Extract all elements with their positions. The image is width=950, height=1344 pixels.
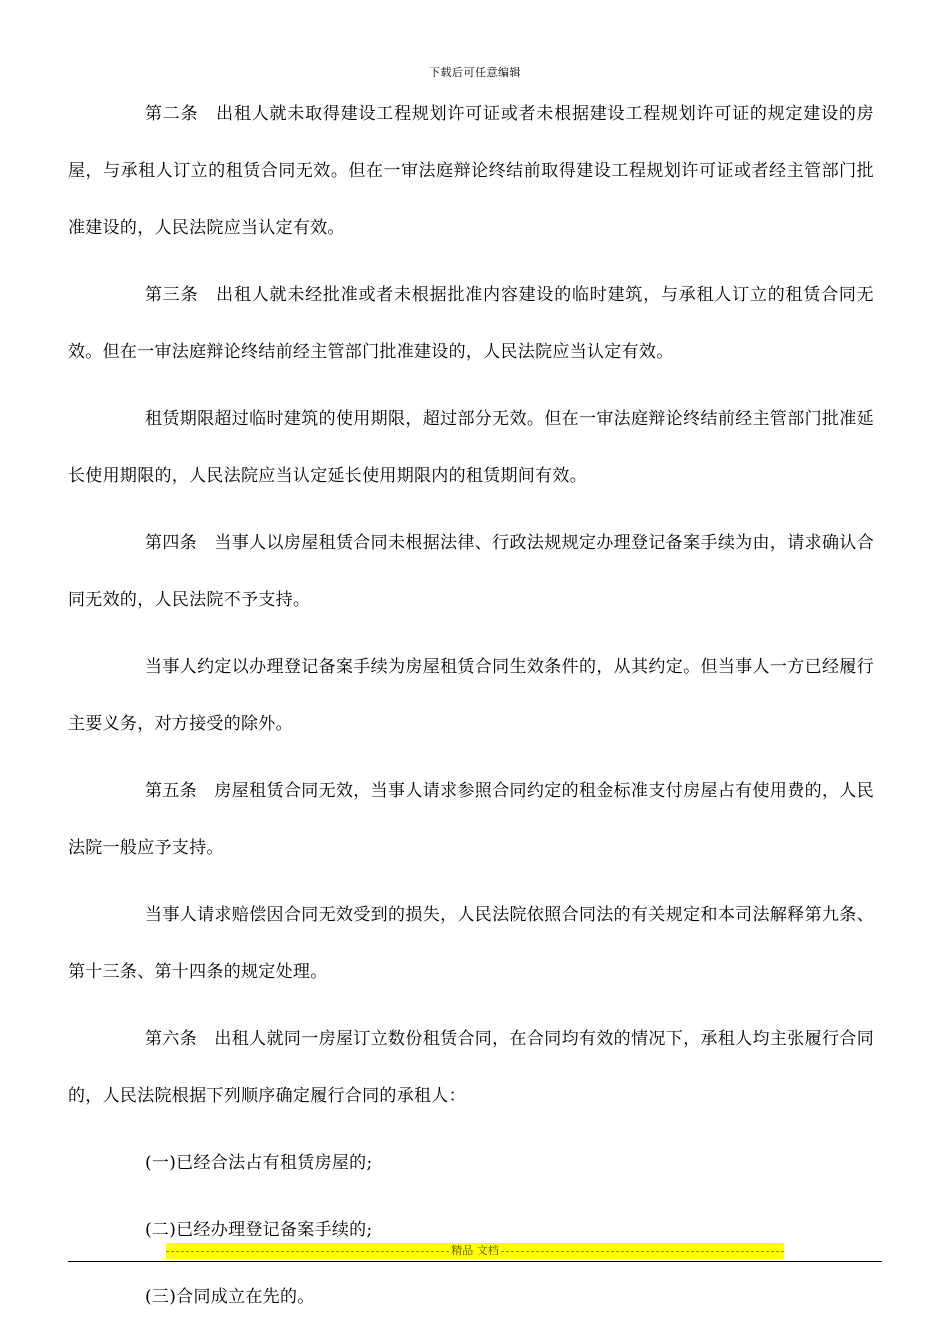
- footer-rule: [68, 1261, 882, 1262]
- paragraph-article-4-registration: 当事人约定以办理登记备案手续为房屋租赁合同生效条件的，从其约定。但当事人一方已经履行主要义务，对方接受的除外。: [68, 657, 874, 734]
- page-header: 下载后可任意编辑: [429, 66, 521, 79]
- paragraph-article-3-lease-term: 租赁期限超过临时建筑的使用期限，超过部分无效。但在一审法庭辩论终结前经主管部门批准延长使用期限的，人民法院应当认定延长使用期限内的租赁期间有效。: [68, 409, 874, 486]
- list-item-1: (一)已经合法占有租赁房屋的;: [145, 1153, 373, 1173]
- list-item-3: (三)合同成立在先的。: [145, 1287, 315, 1307]
- paragraph-article-5-damages: 当事人请求赔偿因合同无效受到的损失，人民法院依照合同法的有关规定和本司法解释第九条、第十三条、第十四条的规定处理。: [68, 905, 874, 982]
- paragraph-article-4: 第四条 当事人以房屋租赁合同未根据法律、行政法规规定办理登记备案手续为由，请求确认合同无效的，人民法院不予支持。: [68, 533, 874, 610]
- footer-dashes-right: [501, 1243, 784, 1259]
- paragraph-article-5: 第五条 房屋租赁合同无效，当事人请求参照合同约定的租金标准支付房屋占有使用费的，人民法院一般应予支持。: [68, 781, 874, 858]
- document-body: [68, 86, 874, 1336]
- paragraph-article-3: 第三条 出租人就未经批准或者未根据批准内容建设的临时建筑，与承租人订立的租赁合同无效。但在一审法庭辩论终结前经主管部门批准建设的，人民法院应当认定有效。: [68, 285, 874, 362]
- footer-label: 精品 文档: [451, 1244, 499, 1257]
- footer-dashes-left: [166, 1243, 449, 1259]
- paragraph-article-2: 第二条 出租人就未取得建设工程规划许可证或者未根据建设工程规划许可证的规定建设的房屋，与承租人订立的租赁合同无效。但在一审法庭辩论终结前取得建设工程规划许可证或者经主管部门批准建设的，人民法院应当认定有效。: [68, 104, 874, 238]
- paragraph-article-6: 第六条 出租人就同一房屋订立数份租赁合同，在合同均有效的情况下，承租人均主张履行合同的，人民法院根据下列顺序确定履行合同的承租人：: [68, 1029, 874, 1106]
- footer-highlight-bar: [166, 1243, 784, 1259]
- list-item-2: (二)已经办理登记备案手续的;: [145, 1220, 373, 1240]
